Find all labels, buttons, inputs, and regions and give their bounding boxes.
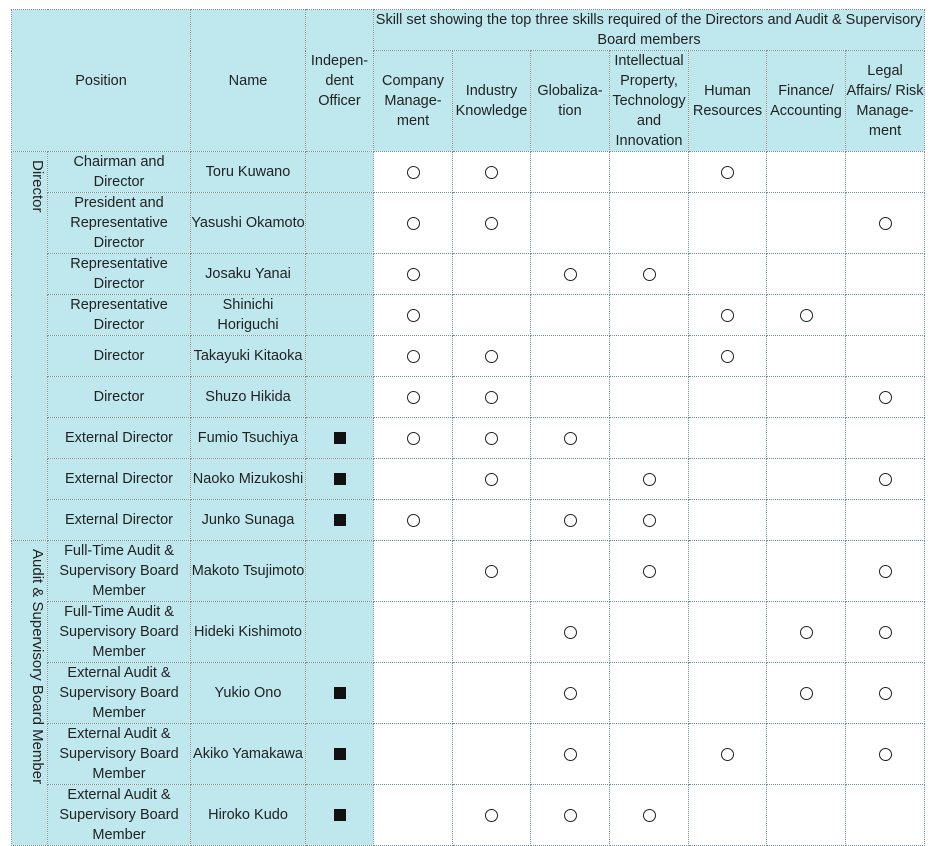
skill-cell [767,663,846,724]
skill-cell [846,724,925,785]
skill-cell [610,663,689,724]
skill-circle-icon [564,748,577,761]
name-cell: Yasushi Okamoto [191,193,306,254]
group-label-director: Director [12,152,48,541]
table-row [12,724,925,785]
position-cell: Full-Time Audit & Supervisory Board Member [48,602,191,663]
independent-square-icon [334,514,346,526]
group-label-audit-board: Audit & Supervisory Board Member [12,541,48,846]
position-cell: Representative Director [48,295,191,336]
position-cell: Full-Time Audit & Supervisory Board Member [48,541,191,602]
skill-cell [846,295,925,336]
skill-cell [453,785,531,846]
skill-cell [689,602,767,663]
table-row [12,541,925,602]
skill-cell [610,418,689,459]
skill-cell [610,193,689,254]
skill-cell [689,459,767,500]
table-row [12,663,925,724]
independent-square-icon [334,748,346,760]
skill-cell [689,193,767,254]
skill-cell [374,663,453,724]
independent-square-icon [334,473,346,485]
skill-cell [846,500,925,541]
skill-cell [767,254,846,295]
independent-officer-cell [306,295,374,336]
skill-header-human-resources: Human Resources [689,51,767,152]
skill-circle-icon [485,565,498,578]
skill-cell [531,336,610,377]
table-row [12,377,925,418]
skill-cell [453,418,531,459]
skill-cell [453,663,531,724]
skill-cell [531,418,610,459]
skill-cell [374,377,453,418]
skill-cell [531,254,610,295]
skill-cell [531,500,610,541]
skill-cell [453,541,531,602]
skill-circle-icon [721,166,734,179]
skill-cell [531,541,610,602]
skill-cell [767,377,846,418]
skill-cell [453,459,531,500]
name-cell: Hideki Kishimoto [191,602,306,663]
independent-officer-header [306,10,374,152]
skill-circle-icon [643,473,656,486]
position-cell: External Audit & Supervisory Board Member [48,663,191,724]
skill-header-company-management: Company Manage-ment [374,51,453,152]
skill-circle-icon [407,432,420,445]
independent-officer-cell [306,602,374,663]
skill-circle-icon [407,391,420,404]
skill-circle-icon [879,391,892,404]
skill-cell [374,336,453,377]
skill-cell [846,152,925,193]
skill-cell [689,785,767,846]
skill-cell [610,336,689,377]
skill-circle-icon [721,350,734,363]
independent-officer-cell [306,193,374,254]
name-cell: Hiroko Kudo [191,785,306,846]
skill-cell [846,254,925,295]
skill-cell [531,295,610,336]
skill-circle-icon [879,748,892,761]
skill-cell [689,377,767,418]
position-cell: Director [48,377,191,418]
position-header: Position [12,10,191,152]
skill-set-title: Skill set showing the top three skills required of the Directors and Audit & Supervisory Board members [374,10,925,51]
skill-circle-icon [879,687,892,700]
skill-cell [374,193,453,254]
position-cell: External Director [48,459,191,500]
skill-circle-icon [407,309,420,322]
skill-circle-icon [407,268,420,281]
name-cell: Toru Kuwano [191,152,306,193]
skill-cell [453,193,531,254]
table-row [12,336,925,377]
skill-cell [453,295,531,336]
skill-cell [531,785,610,846]
skill-circle-icon [485,350,498,363]
name-header: Name [191,10,306,152]
skill-cell [453,152,531,193]
name-cell: Shuzo Hikida [191,377,306,418]
skill-cell [610,377,689,418]
name-cell: Takayuki Kitaoka [191,336,306,377]
skill-cell [374,459,453,500]
skill-cell [846,336,925,377]
independent-officer-cell [306,724,374,785]
skill-circle-icon [564,432,577,445]
skill-circle-icon [643,514,656,527]
position-cell: External Director [48,418,191,459]
name-cell: Shinichi Horiguchi [191,295,306,336]
independent-officer-cell [306,459,374,500]
skill-circle-icon [879,626,892,639]
skill-cell [374,785,453,846]
name-cell: Naoko Mizukoshi [191,459,306,500]
independent-officer-cell [306,500,374,541]
skill-cell [689,254,767,295]
independent-square-icon [334,432,346,444]
skill-cell [846,541,925,602]
skill-cell [453,336,531,377]
skill-circle-icon [643,809,656,822]
name-cell: Yukio Ono [191,663,306,724]
skill-cell [531,193,610,254]
skill-cell [767,152,846,193]
skill-cell [846,418,925,459]
independent-officer-cell [306,254,374,295]
skill-cell [374,254,453,295]
skill-cell [531,724,610,785]
skill-cell [610,295,689,336]
position-cell: President and Representative Director [48,193,191,254]
skill-cell [610,541,689,602]
independent-officer-cell [306,541,374,602]
skills-matrix-table [11,9,925,846]
table-row [12,152,925,193]
matrix-body [12,152,925,846]
skill-cell [689,295,767,336]
independent-square-icon [334,809,346,821]
skill-cell [767,295,846,336]
independent-officer-cell [306,336,374,377]
independent-officer-cell [306,377,374,418]
skill-cell [610,152,689,193]
skill-circle-icon [879,473,892,486]
skill-circle-icon [407,166,420,179]
independent-officer-cell [306,785,374,846]
table-row [12,500,925,541]
skill-circle-icon [485,217,498,230]
skill-circle-icon [407,514,420,527]
skill-circle-icon [643,565,656,578]
table-row [12,785,925,846]
skill-circle-icon [564,268,577,281]
skill-cell [846,602,925,663]
name-cell: Makoto Tsujimoto [191,541,306,602]
position-cell: Chairman and Director [48,152,191,193]
skill-cell [531,152,610,193]
table-row [12,254,925,295]
skill-cell [531,663,610,724]
skill-cell [610,254,689,295]
skill-header-industry-knowledge: Industry Knowledge [453,51,531,152]
skill-cell [374,295,453,336]
skill-cell [846,663,925,724]
independent-officer-header-label: Indepen-dent Officer [310,52,369,109]
position-cell: External Audit & Supervisory Board Member [48,724,191,785]
skill-header-ip-technology: Intellectual Property, Technology and Innovation [610,51,689,152]
skill-circle-icon [564,809,577,822]
skill-cell [453,254,531,295]
name-cell: Akiko Yamakawa [191,724,306,785]
skill-cell [531,377,610,418]
skill-circle-icon [879,565,892,578]
position-cell: External Audit & Supervisory Board Member [48,785,191,846]
independent-square-icon [334,687,346,699]
skill-header-finance-accounting: Finance/ Accounting [767,51,846,152]
skill-circle-icon [721,748,734,761]
table-row [12,602,925,663]
skill-cell [767,602,846,663]
skill-cell [374,500,453,541]
skill-cell [767,500,846,541]
skill-circle-icon [721,309,734,322]
independent-officer-cell [306,152,374,193]
skill-cell [689,152,767,193]
skill-circle-icon [485,166,498,179]
skill-cell [689,418,767,459]
skill-cell [689,541,767,602]
independent-officer-cell [306,663,374,724]
skill-circle-icon [485,391,498,404]
position-cell: Director [48,336,191,377]
skill-circle-icon [407,350,420,363]
table-row [12,459,925,500]
skill-cell [374,724,453,785]
skill-circle-icon [800,687,813,700]
position-cell: Representative Director [48,254,191,295]
skill-cell [374,602,453,663]
skill-cell [846,193,925,254]
skill-cell [610,602,689,663]
skill-circle-icon [564,514,577,527]
skill-cell [610,785,689,846]
skill-cell [767,541,846,602]
skill-cell [846,377,925,418]
skill-cell [453,724,531,785]
skill-circle-icon [564,687,577,700]
skill-cell [767,785,846,846]
skill-circle-icon [485,473,498,486]
skill-header-globalization: Globaliza-tion [531,51,610,152]
skill-circle-icon [407,217,420,230]
skill-circle-icon [485,432,498,445]
table-row [12,295,925,336]
skill-cell [767,459,846,500]
skill-cell [689,500,767,541]
skill-cell [374,418,453,459]
table-row [12,418,925,459]
skill-circle-icon [564,626,577,639]
skill-cell [374,152,453,193]
skill-cell [689,663,767,724]
skill-header-legal-risk: Legal Affairs/ Risk Manage-ment [846,51,925,152]
position-cell: External Director [48,500,191,541]
skill-cell [453,500,531,541]
table-row [12,193,925,254]
skill-cell [846,785,925,846]
skill-cell [531,459,610,500]
skill-cell [846,459,925,500]
skill-cell [767,724,846,785]
skill-cell [689,336,767,377]
skill-cell [610,459,689,500]
skill-cell [374,541,453,602]
skill-cell [453,377,531,418]
skill-cell [453,602,531,663]
skill-cell [767,336,846,377]
name-cell: Junko Sunaga [191,500,306,541]
skill-circle-icon [800,626,813,639]
skill-circle-icon [643,268,656,281]
skill-circle-icon [485,809,498,822]
skill-cell [767,418,846,459]
name-cell: Fumio Tsuchiya [191,418,306,459]
name-cell: Josaku Yanai [191,254,306,295]
header-row-top [12,10,925,51]
skill-cell [610,500,689,541]
skill-circle-icon [800,309,813,322]
skill-cell [531,602,610,663]
skill-cell [689,724,767,785]
independent-officer-cell [306,418,374,459]
skill-circle-icon [879,217,892,230]
skill-cell [610,724,689,785]
skill-cell [767,193,846,254]
